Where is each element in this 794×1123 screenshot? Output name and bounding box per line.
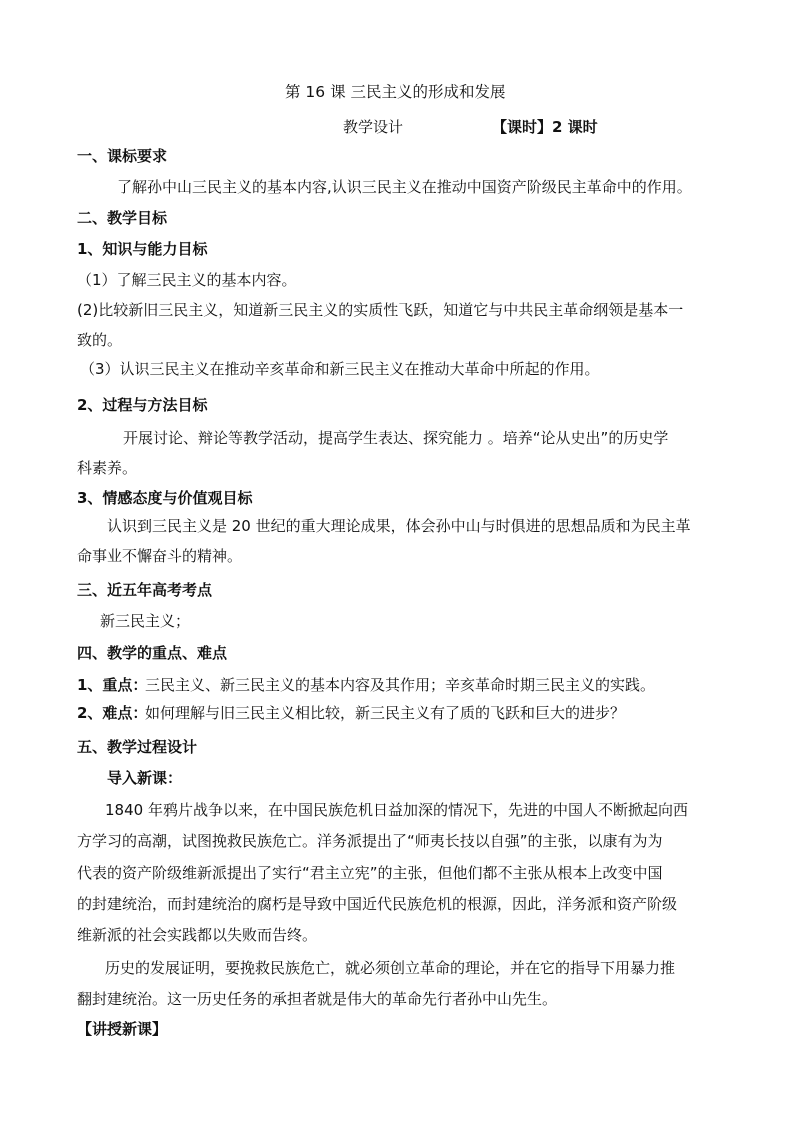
subtitle-design: 教学设计: [343, 118, 404, 136]
document-page: 第 16 课 三民主义的形成和发展 教学设计 【课时】2 课时 一、课标要求 了解孙中山三民主义的基本内容,认识三民主义在推动中国资产阶级民主革命中的作用。 二、教学目标 1、知识与能力目标 （1）了解三民主义的基本内容。 (2)比较新旧三民主义，知道新三民主义的实质性飞跃，知道它与中共民主革命纲领是基本一 致的。 （3）认识三民主义在推动辛亥革命和新三民主义在推动大革命中所起的作用。 2、过程与方法目标 开展讨论、辩论等教学活动，提高学生表达、探究能力 。培养“论从史出”的历史学 科素养。 3、情感态度与价值观目标 认识到三民主义是 20 世纪的重大理论成果，体会孙中山与时俱进的思想品质和为民主革 命事业不懈奋斗的精神。 三、近五年高考考点 新三民主义； 四、教学的重点、难点 1、重点： 三民主义、新三民主义的基本内容及其作用；辛亥革命时期三民主义的实践。 2、难点： 如何理解与旧三民主义相比较，新三民主义有了质的飞跃和巨大的进步？ 五、教学过程设计 导入新课： 1840 年鸦片战争以来，在中国民族危机日益加深的情况下，先进的中国人不断掀起向西 方学习的高潮，试图挽救民族危亡。洋务派提出了“师夷长技以自强”的主张，以康有为为 代表的资产阶级维新派提出了实行“君主立宪”的主张，但他们都不主张从根本上改变中国 的封建统治，而封建统治的腐朽是导致中国近代民族危机的根源，因此，洋务派和资产阶级 维新派的社会实践都以失败而告终。 历史的发展证明，要挽救民族危亡，就必须创立革命的理论，并在它的指导下用暴力推 翻封建统治。这一历史任务的承担者就是伟大的革命先行者孙中山先生。 【讲授新课】: [77, 83, 692, 1038]
lesson-title: 第 16 课 三民主义的形成和发展: [285, 83, 506, 101]
subtitle-lesson-hours: 【课时】2 课时: [492, 118, 598, 136]
